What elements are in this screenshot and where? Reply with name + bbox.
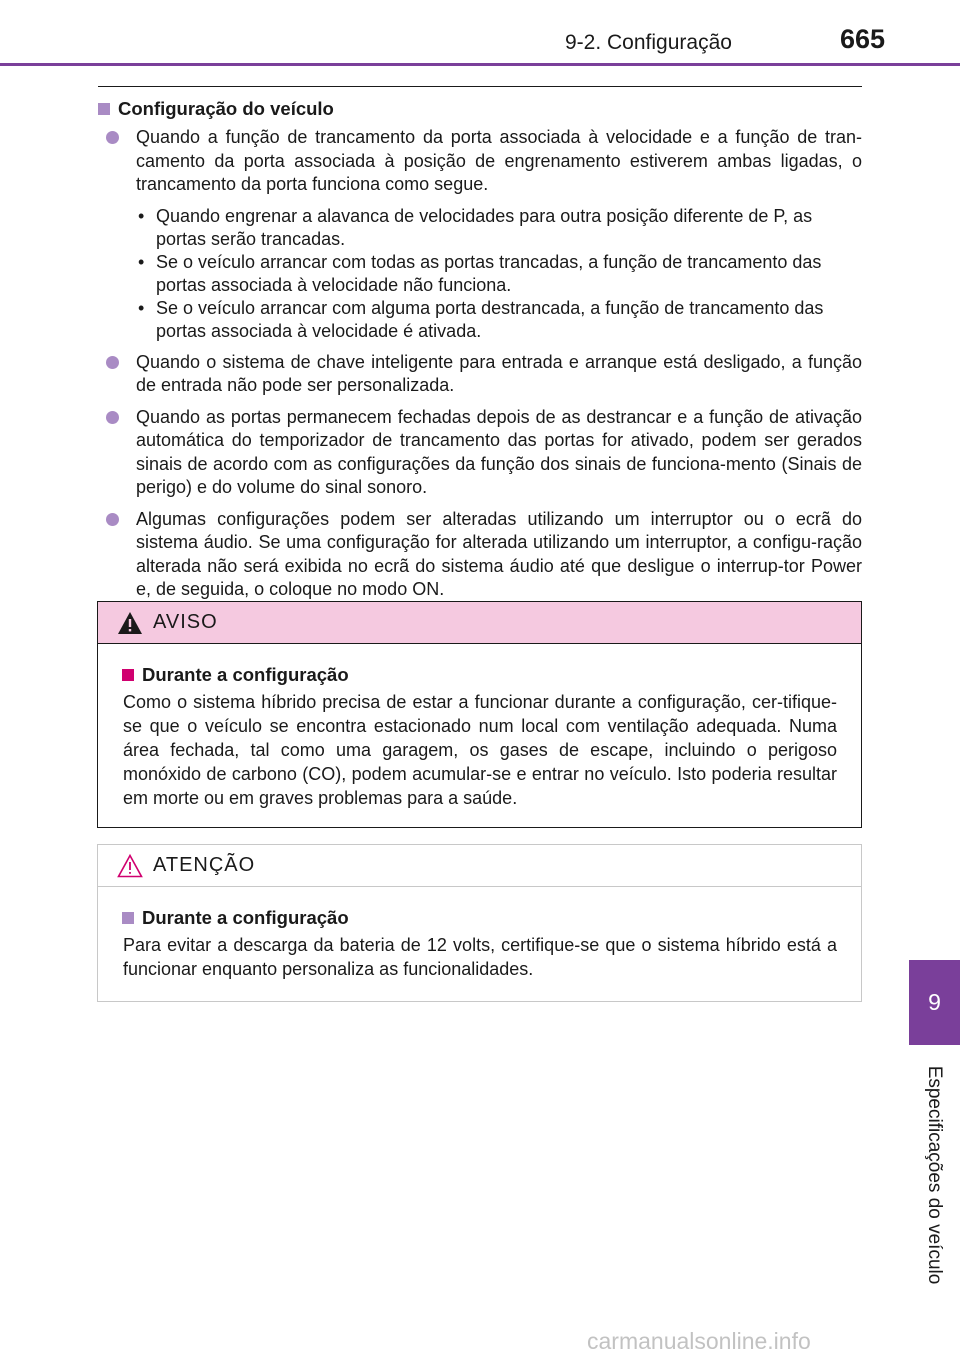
list-item-text: Quando a função de trancamento da porta associada à velocidade e a função de tran-camento da porta associada à posição de engrenamento estiverem ambas ligadas, o trancamento da porta funciona como segue. <box>136 127 862 194</box>
warning-triangle-icon <box>117 611 143 635</box>
sub-list-item <box>98 251 862 297</box>
page-number: 665 <box>840 24 886 54</box>
square-bullet-icon <box>122 669 134 681</box>
chapter-caption <box>914 1055 954 1295</box>
dot-bullet-icon: • <box>138 251 145 272</box>
square-bullet-icon <box>98 103 110 115</box>
section-title-text: Configuração do veículo <box>118 98 334 119</box>
list-item-text: Algumas configurações podem ser alteradas utilizando um interruptor ou o ecrã do sistema áudio. Se uma configuração for alterada utilizando um interruptor, a configu-ração alterada não será exibida no ecrã do sistema áudio até que desligue o interrup-tor Power e, de seguida, o coloque no modo ON. <box>136 508 862 599</box>
sub-list <box>98 205 862 343</box>
dot-bullet-icon: • <box>138 297 145 318</box>
square-bullet-icon <box>122 912 134 924</box>
sub-list-item-text: Se o veículo arrancar com alguma porta destrancada, a função de trancamento das portas associada à velocidade é ativada. <box>156 297 824 341</box>
caution-header <box>98 845 861 887</box>
sub-list-item <box>98 297 862 343</box>
caution-box <box>97 844 862 1002</box>
list-item <box>98 126 862 197</box>
caution-text: Para evitar a descarga da bateria de 12 volts, certifique-se que o sistema híbrido está a funcionar enquanto personaliza as funcionalidades. <box>123 935 837 979</box>
sub-list-item <box>98 205 862 251</box>
list-item <box>98 508 862 602</box>
chapter-tab[interactable] <box>909 960 960 1045</box>
chapter-number: 9 <box>928 989 941 1015</box>
list-item <box>98 406 862 500</box>
warning-header <box>98 602 861 644</box>
watermark: carmanualsonline.info <box>587 1328 811 1354</box>
warning-body <box>98 644 861 810</box>
warning-title-text: Durante a configuração <box>142 664 349 685</box>
list-item-text: Quando as portas permanecem fechadas depois de as destrancar e a função de ativação automática do temporizador de trancamento das portas for ativado, podem ser gerados sinais de acordo com as configurações da função dos sinais de funciona-mento (Sinais de perigo) e do volume do sinal sonoro. <box>136 406 862 497</box>
header-rule <box>0 63 960 66</box>
warning-box <box>97 601 862 828</box>
chapter-caption-text: Especificações do veículo <box>924 1065 945 1285</box>
round-bullet-icon <box>106 411 119 424</box>
caution-label: ATENÇÃO <box>153 854 256 876</box>
caution-title-text: Durante a configuração <box>142 907 349 928</box>
round-bullet-icon <box>106 513 119 526</box>
warning-label: AVISO <box>153 611 218 633</box>
round-bullet-icon <box>106 131 119 144</box>
sub-list-item-text: Se o veículo arrancar com todas as portas trancadas, a função de trancamento das portas associada à velocidade não funciona. <box>156 251 822 295</box>
caution-triangle-icon <box>117 854 143 878</box>
caution-title <box>122 907 837 929</box>
warning-text: Como o sistema híbrido precisa de estar a funcionar durante a configuração, cer-tifique-se que o veículo se encontra estacionado num local com ventilação adequada. Numa área fechada, tal como uma garagem, os gases de escape, incluindo o perigoso monóxido de carbono (CO), podem acumular-se e entrar no veículo. Isto poderia resultar em morte ou em graves problemas para a saúde. <box>123 692 837 808</box>
caution-body <box>98 887 861 981</box>
section-heading: 9-2. Configuração <box>565 31 732 54</box>
warning-title <box>122 664 837 686</box>
section-title <box>98 98 862 120</box>
sub-list-item-text: Quando engrenar a alavanca de velocidades para outra posição diferente de P, as portas serão trancadas. <box>156 205 813 249</box>
content-top-rule <box>98 86 862 87</box>
round-bullet-icon <box>106 356 119 369</box>
dot-bullet-icon: • <box>138 205 145 226</box>
list-item-text: Quando o sistema de chave inteligente para entrada e arranque está desligado, a função de entrada não pode ser personalizada. <box>136 351 862 395</box>
list-item <box>98 351 862 398</box>
main-content <box>98 98 862 606</box>
